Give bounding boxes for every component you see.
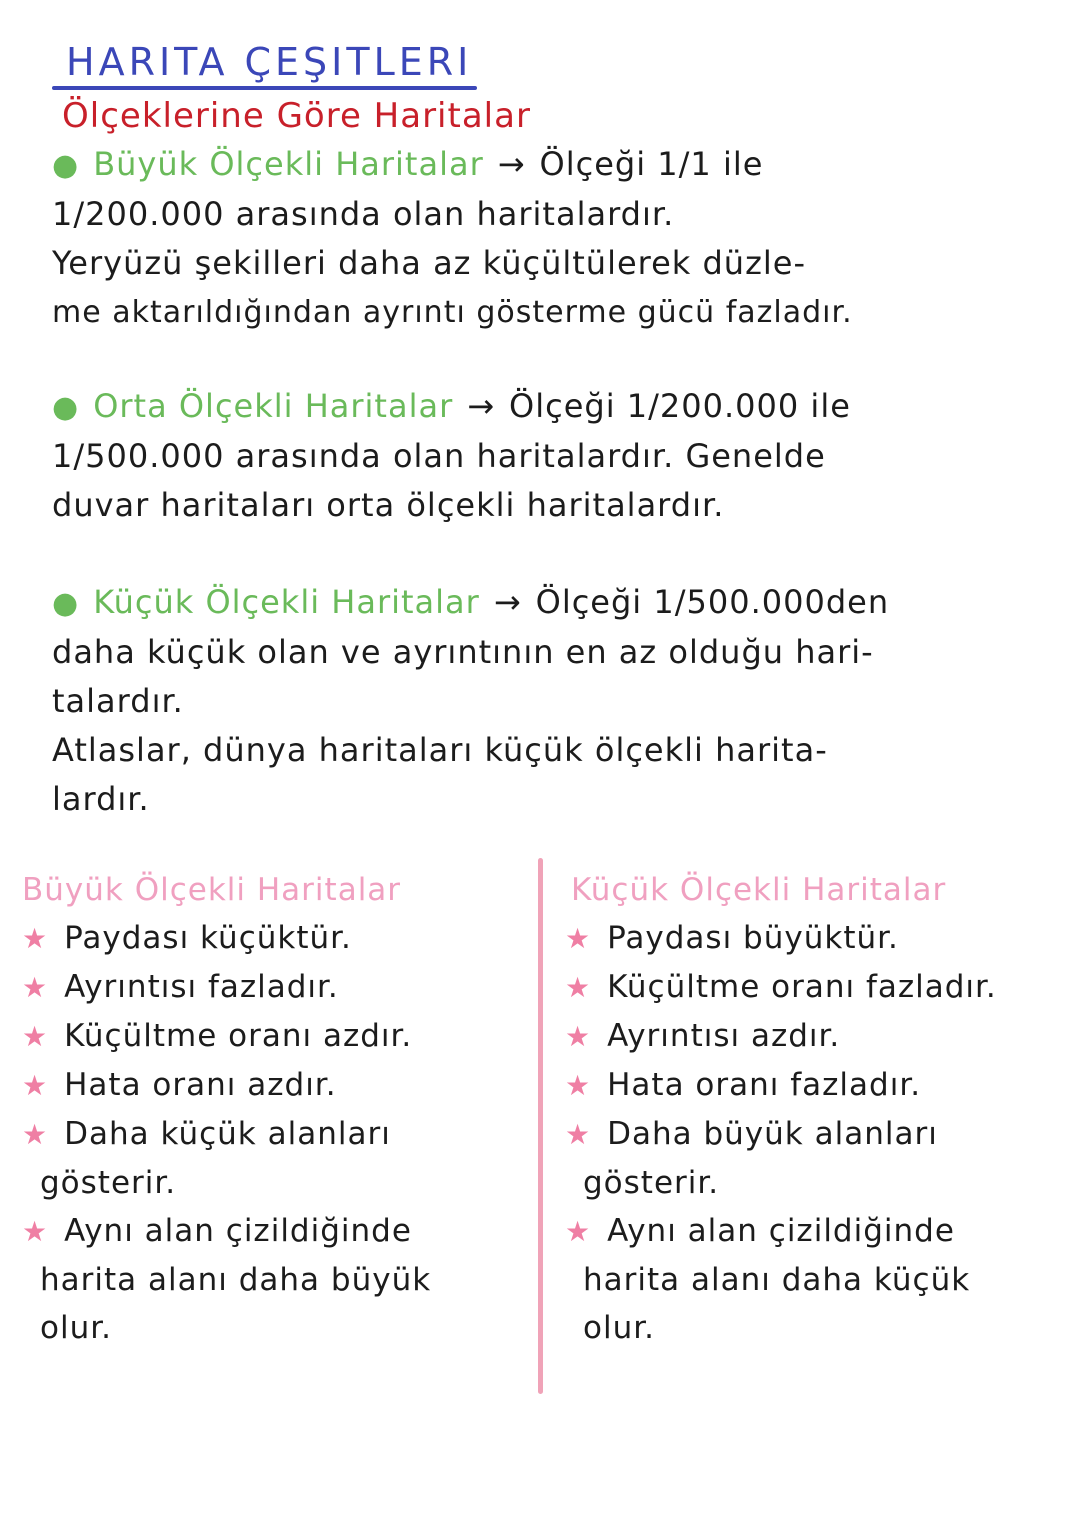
star-icon: ★: [565, 922, 592, 955]
list-item-text: Aynı alan çizildiğinde: [64, 1213, 412, 1249]
list-item: [22, 1012, 522, 1061]
list-item: [565, 1061, 1065, 1110]
bullet-dot-icon: ●: [52, 148, 80, 183]
star-icon: ★: [565, 1118, 592, 1151]
list-item: [22, 963, 522, 1012]
comparison-column-large: [22, 866, 522, 1352]
section-small-scale: [52, 578, 1072, 824]
list-item: [565, 1012, 1065, 1061]
star-icon: ★: [22, 1215, 49, 1248]
star-icon: ★: [22, 1020, 49, 1053]
list-item-text: Küçültme oranı azdır.: [64, 1018, 413, 1054]
star-icon: ★: [22, 971, 49, 1004]
list-item: [22, 1110, 522, 1159]
list-item-text: Paydası küçüktür.: [64, 920, 352, 956]
list-item-continuation: olur.: [40, 1310, 112, 1346]
section-line: 1/500.000 arasında olan haritalardır. Genelde: [52, 437, 826, 475]
page-title: HARITA ÇEŞITLERI: [66, 40, 473, 84]
section-text: Ölçeği 1/200.000 ile: [509, 387, 851, 425]
list-item-text: Daha küçük alanları: [64, 1116, 391, 1152]
star-icon: ★: [565, 1069, 592, 1102]
list-item-text: Ayrıntısı azdır.: [607, 1018, 841, 1054]
list-item-text: Ayrıntısı fazladır.: [64, 969, 339, 1005]
list-item: [565, 1207, 1065, 1256]
list-item-continuation: gösterir.: [40, 1165, 177, 1201]
section-text: Ölçeği 1/500.000den: [535, 583, 890, 621]
section-line: duvar haritaları orta ölçekli haritalardır.: [52, 486, 725, 524]
list-item-continuation: harita alanı daha küçük: [583, 1262, 971, 1298]
list-item-text: Daha büyük alanları: [607, 1116, 938, 1152]
section-line: [52, 578, 1072, 628]
list-item: [22, 1061, 522, 1110]
section-large-scale: [52, 140, 1072, 337]
list-item: [565, 963, 1065, 1012]
page-subtitle: Ölçeklerine Göre Haritalar: [62, 96, 531, 136]
star-icon: ★: [22, 922, 49, 955]
list-item-text: Aynı alan çizildiğinde: [607, 1213, 955, 1249]
section-line: me aktarıldığından ayrıntı gösterme gücü fazladır.: [52, 295, 853, 330]
arrow-right-icon: →: [493, 583, 522, 621]
list-item-text: Paydası büyüktür.: [607, 920, 899, 956]
column-heading: Büyük Ölçekli Haritalar: [22, 872, 402, 908]
comparison-column-small: [565, 866, 1065, 1352]
bullet-dot-icon: ●: [52, 390, 80, 425]
section-term: Orta Ölçekli Haritalar: [93, 387, 454, 425]
section-line: Yeryüzü şekilleri daha az küçültülerek düzle-: [52, 244, 806, 282]
list-item-text: Hata oranı azdır.: [64, 1067, 337, 1103]
list-item-continuation: gösterir.: [583, 1165, 720, 1201]
star-icon: ★: [22, 1118, 49, 1151]
star-icon: ★: [22, 1069, 49, 1102]
list-item-continuation: olur.: [583, 1310, 655, 1346]
bullet-dot-icon: ●: [52, 586, 80, 621]
section-line: Atlaslar, dünya haritaları küçük ölçekli harita-: [52, 731, 828, 769]
section-term: Büyük Ölçekli Haritalar: [93, 145, 484, 183]
section-line: [52, 140, 1072, 190]
list-item: [565, 1110, 1065, 1159]
arrow-right-icon: →: [497, 145, 526, 183]
section-line: 1/200.000 arasında olan haritalardır.: [52, 195, 675, 233]
section-term: Küçük Ölçekli Haritalar: [93, 583, 480, 621]
list-item: [22, 1207, 522, 1256]
section-medium-scale: [52, 382, 1072, 530]
arrow-right-icon: →: [467, 387, 496, 425]
list-item: [22, 914, 522, 963]
section-line: [52, 382, 1072, 432]
section-line: talardır.: [52, 682, 184, 720]
section-line: daha küçük olan ve ayrıntının en az olduğu hari-: [52, 633, 874, 671]
section-line: lardır.: [52, 780, 150, 818]
list-item: [565, 914, 1065, 963]
title-underline: [52, 86, 477, 90]
list-item-text: Hata oranı fazladır.: [607, 1067, 922, 1103]
star-icon: ★: [565, 1215, 592, 1248]
star-icon: ★: [565, 971, 592, 1004]
list-item-continuation: harita alanı daha büyük: [40, 1262, 432, 1298]
star-icon: ★: [565, 1020, 592, 1053]
column-divider: [538, 858, 543, 1394]
column-heading: Küçük Ölçekli Haritalar: [571, 872, 947, 908]
list-item-text: Küçültme oranı fazladır.: [607, 969, 997, 1005]
section-text: Ölçeği 1/1 ile: [539, 145, 764, 183]
